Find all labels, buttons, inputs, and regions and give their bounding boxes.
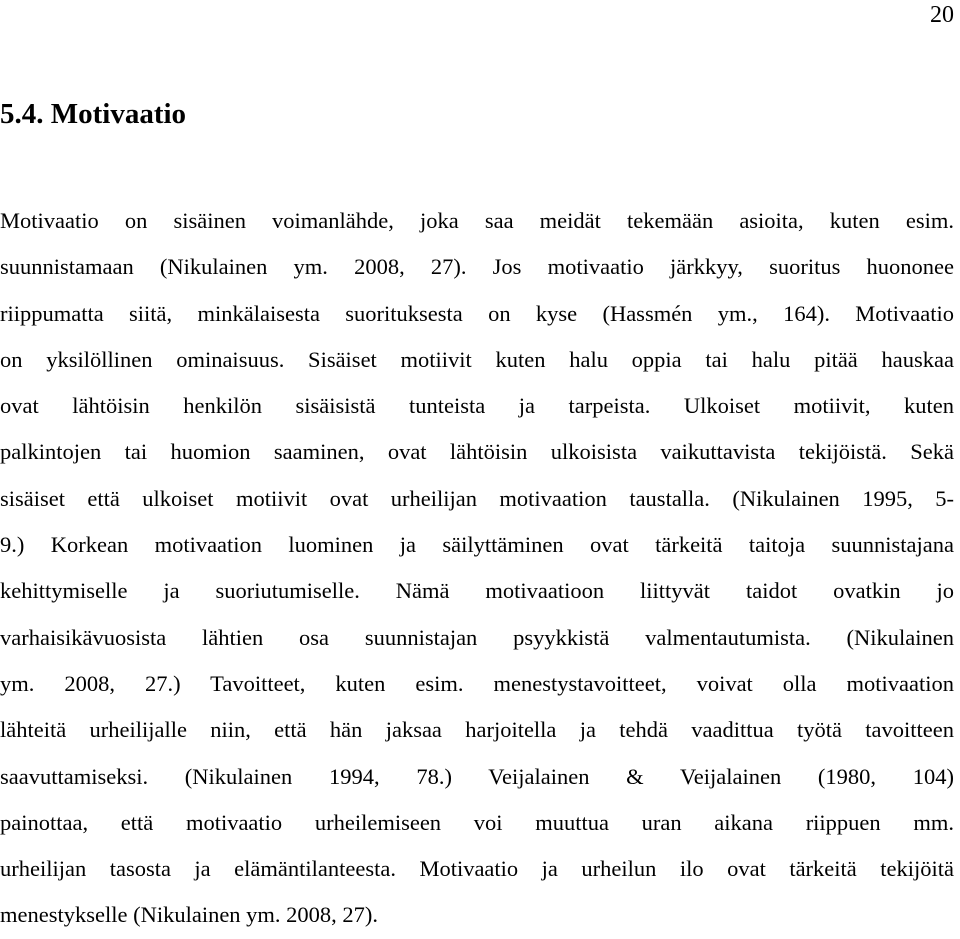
paragraph-line-16: menestykselle (Nikulainen ym. 2008, 27). <box>0 902 379 928</box>
paragraph-line-13: saavuttamiseksi. (Nikulainen 1994, 78.) Veijalainen & Veijalainen (1980, 104) <box>0 763 954 789</box>
paragraph-line-11: ym. 2008, 27.) Tavoitteet, kuten esim. menestystavoitteet, voivat olla motivaation <box>0 670 954 696</box>
page-number: 20 <box>930 2 954 28</box>
paragraph-line-8: 9.) Korkean motivaation luominen ja säilyttäminen ovat tärkeitä taitoja suunnistajana <box>0 532 954 558</box>
paragraph-line-3: riippumatta siitä, minkälaisesta suorituksesta on kyse (Hassmén ym., 164). Motivaatio <box>0 300 954 326</box>
paragraph-line-15: urheilijan tasosta ja elämäntilanteesta. Motivaatio ja urheilun ilo ovat tärkeitä tekijöitä <box>0 856 954 882</box>
paragraph-line-10: varhaisikävuosista lähtien osa suunnistajan psyykkistä valmentautumista. (Nikulainen <box>0 624 954 650</box>
paragraph-line-12: lähteitä urheilijalle niin, että hän jaksaa harjoitella ja tehdä vaadittua työtä tavoitteen <box>0 717 954 743</box>
paragraph-line-7: sisäiset että ulkoiset motiivit ovat urheilijan motivaation taustalla. (Nikulainen 1995, 5- <box>0 485 954 511</box>
paragraph-line-9: kehittymiselle ja suoriutumiselle. Nämä motivaatioon liittyvät taidot ovatkin jo <box>0 578 954 604</box>
paragraph-line-2: suunnistamaan (Nikulainen ym. 2008, 27). Jos motivaatio järkkyy, suoritus huononee <box>0 254 954 280</box>
section-heading: 5.4. Motivaatio <box>0 98 187 130</box>
paragraph-line-14: painottaa, että motivaatio urheilemiseen voi muuttua uran aikana riippuen mm. <box>0 809 954 835</box>
paragraph-line-6: palkintojen tai huomion saaminen, ovat lähtöisin ulkoisista vaikuttavista tekijöistä. Sekä <box>0 439 954 465</box>
paragraph-line-4: on yksilöllinen ominaisuus. Sisäiset motiivit kuten halu oppia tai halu pitää hauskaa <box>0 346 954 372</box>
paragraph-line-5: ovat lähtöisin henkilön sisäisistä tunteista ja tarpeista. Ulkoiset motiivit, kuten <box>0 393 954 419</box>
body-paragraph <box>0 198 954 939</box>
paragraph-line-1: Motivaatio on sisäinen voimanlähde, joka saa meidät tekemään asioita, kuten esim. <box>0 208 954 233</box>
